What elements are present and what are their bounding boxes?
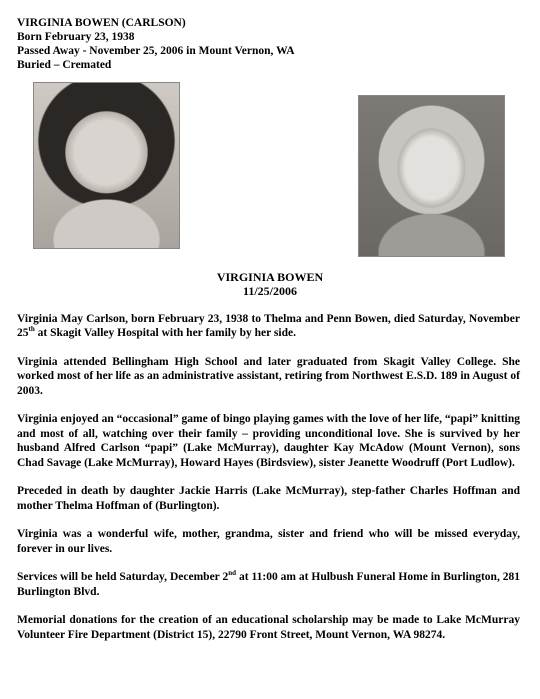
header-passed: Passed Away - November 25, 2006 in Mount Vernon, WA: [17, 45, 295, 57]
obituary-title: [0, 270, 540, 298]
paragraph-family: Virginia enjoyed an “occasional” game of bingo playing games with the love of her life, “papi” knitting and most of all, watching over their family – providing unconditional love. She is survived by her husband Alfred Carlson “papi” (Lake McMurray), daughter Kay McAdow (Mount Vernon), sons Chad Savage (Lake McMurray), Howard Hayes (Birdsview), sister Jeanette Woodruff (Port Ludlow).: [17, 413, 520, 469]
portrait-photo-older: [358, 95, 505, 257]
header-name: VIRGINIA BOWEN (CARLSON): [17, 17, 186, 29]
paragraph-memorial: Memorial donations for the creation of an educational scholarship may be made to Lake McMurray Volunteer Fire Department (District 15), 22790 Front Street, Mount Vernon, WA 98274.: [17, 614, 520, 641]
title-date: 11/25/2006: [242, 284, 297, 298]
obituary-body: [17, 312, 520, 656]
portrait-photo-young: [33, 82, 180, 249]
header-block: [17, 16, 295, 72]
paragraph-tribute: Virginia was a wonderful wife, mother, grandma, sister and friend who will be missed everyday, forever in our lives.: [17, 528, 520, 555]
paragraph-services: Services will be held Saturday, December 2nd at 11:00 am at Hulbush Funeral Home in Burlington, 281 Burlington Blvd.: [17, 569, 520, 598]
paragraph-birth: Virginia May Carlson, born February 23, 1938 to Thelma and Penn Bowen, died Saturday, November 25th at Skagit Valley Hospital with her family by her side.: [17, 313, 520, 340]
paragraph-education: Virginia attended Bellingham High School and later graduated from Skagit Valley College. She worked most of her life as an administrative assistant, retiring from Northwest E.S.D. 189 in August of 2003.: [17, 356, 520, 397]
title-name: VIRGINIA BOWEN: [216, 270, 324, 284]
header-born: Born February 23, 1938: [17, 31, 135, 43]
header-buried: Buried – Cremated: [17, 59, 112, 71]
paragraph-preceded: Preceded in death by daughter Jackie Harris (Lake McMurray), step-father Charles Hoffman and mother Thelma Hoffman of (Burlington).: [17, 485, 520, 512]
